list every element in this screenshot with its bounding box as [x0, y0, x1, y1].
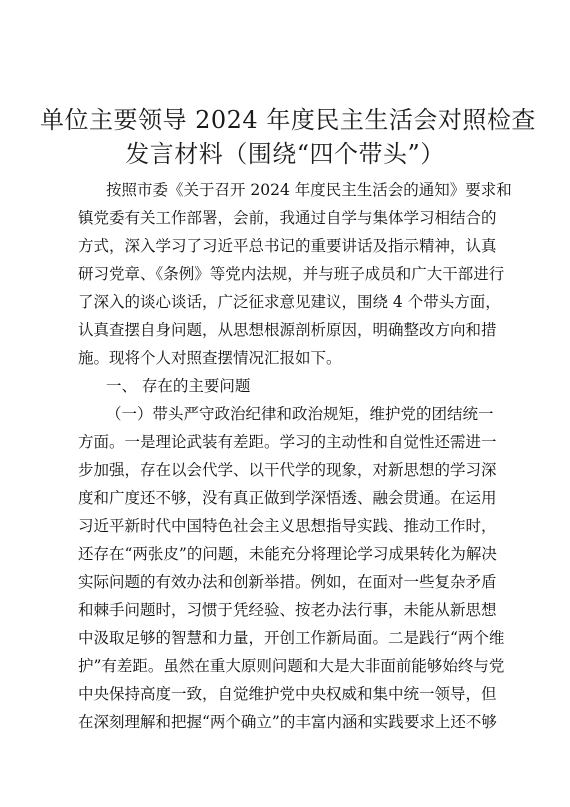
- body-line: 方式，深入学习了习近平总书记的重要讲话及指示精神，认真: [78, 237, 497, 255]
- section-heading: 一、 存在的主要问题: [106, 377, 251, 395]
- body-line: 习近平新时代中国特色社会主义思想指导实践、推动工作时，: [78, 517, 497, 535]
- body-line: 实际问题的有效办法和创新举措。例如，在面对一些复杂矛盾: [78, 573, 497, 591]
- subsection-heading: （一）带头严守政治纪律和政治规矩，维护党的团结统一: [106, 405, 494, 423]
- document-title-line-2: 发言材料（围绕“四个带头”）: [125, 140, 445, 168]
- body-line: 了深入的谈心谈话，广泛征求意见建议，围绕 4 个带头方面，: [78, 293, 501, 311]
- body-line: 镇党委有关工作部署，会前，我通过自学与集体学习相结合的: [78, 209, 497, 227]
- body-line: 认真查摆自身问题，从思想根源剖析原因，明确整改方向和措: [78, 321, 497, 339]
- body-line: 和棘手问题时，习惯于凭经验、按老办法行事，未能从新思想: [78, 601, 497, 619]
- body-line: 步加强，存在以会代学、以干代学的现象，对新思想的学习深: [78, 461, 497, 479]
- document-title-line-1: 单位主要领导 2024 年度民主生活会对照检查: [40, 106, 536, 134]
- body-line: 度和广度还不够，没有真正做到学深悟透、融会贯通。在运用: [78, 489, 497, 507]
- body-line: 施。现将个人对照查摆情况汇报如下。: [78, 349, 342, 367]
- body-line: 方面。一是理论武装有差距。学习的主动性和自觉性还需进一: [78, 433, 497, 451]
- body-line: 中汲取足够的智慧和力量，开创工作新局面。二是践行“两个维: [78, 629, 505, 647]
- body-line: 研习党章、《条例》等党内法规，并与班子成员和广大干部进行: [78, 265, 505, 283]
- body-line: 护”有差距。虽然在重大原则问题和大是大非面前能够始终与党: [78, 657, 505, 675]
- body-line: 按照市委《关于召开 2024 年度民主生活会的通知》要求和: [106, 181, 512, 199]
- body-line: 在深刻理解和把握“两个确立”的丰富内涵和实践要求上还不够: [78, 713, 497, 731]
- body-line: 中央保持高度一致，自觉维护党中央权威和集中统一领导，但: [78, 685, 497, 703]
- body-line: 还存在“两张皮”的问题，未能充分将理论学习成果转化为解决: [78, 545, 497, 563]
